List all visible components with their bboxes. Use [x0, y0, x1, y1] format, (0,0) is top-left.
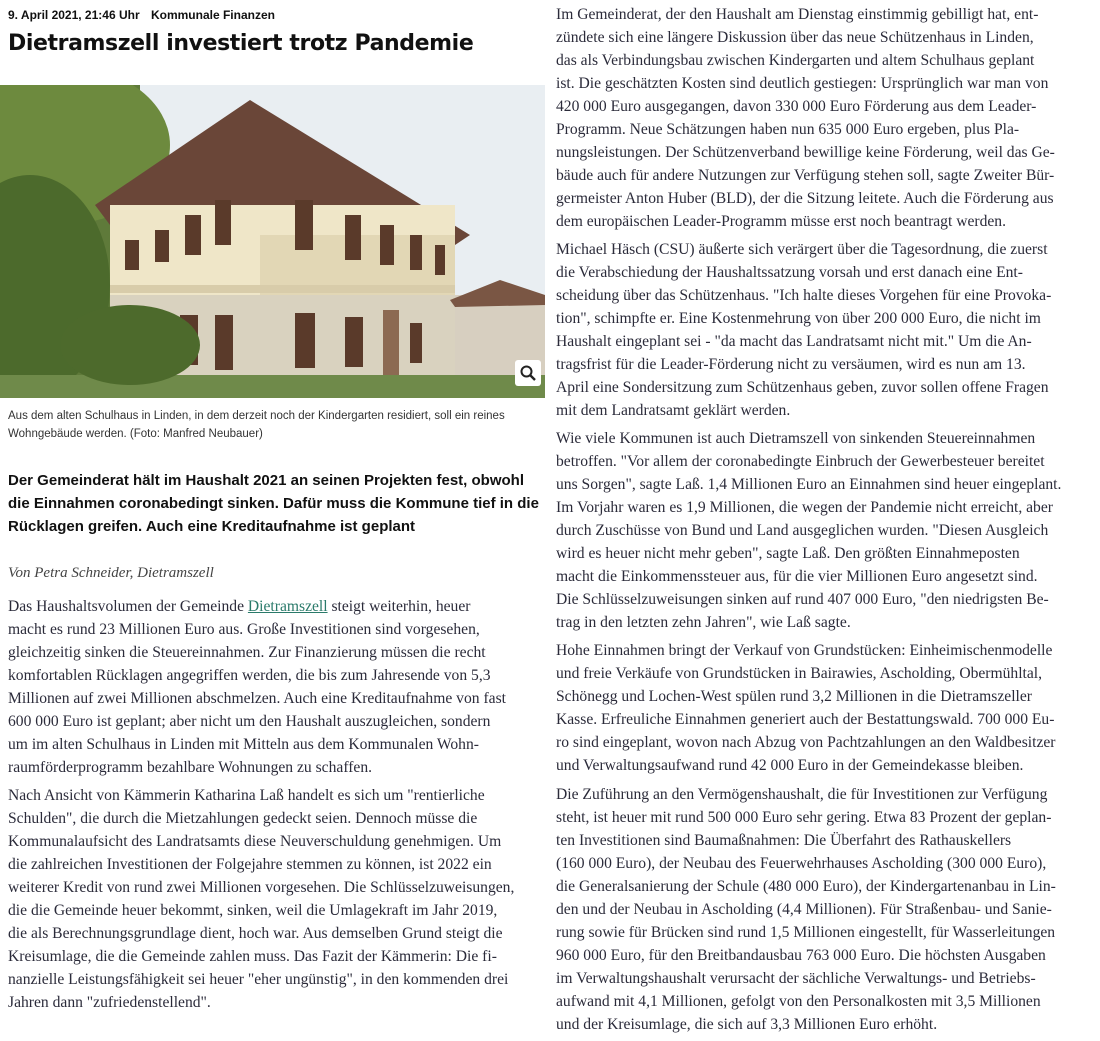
- dietramszell-link[interactable]: Dietramszell: [247, 598, 328, 615]
- right-column: [556, 3, 1096, 1041]
- text: steigt weiterhin, heuer: [327, 598, 471, 615]
- paragraph-line: Kommunalaufsicht des Landratsamts diese Neuverschuldung genehmigen. Um: [8, 833, 502, 850]
- paragraph-line: Die Schlüsselzuweisungen sinken auf rund 407 000 Euro, "den niedrigsten Be-: [556, 591, 1049, 608]
- paragraph-line: germeister Anton Huber (BLD), der die Sitzung leitete. Auch die Förderung aus: [556, 190, 1054, 207]
- paragraph-line: Hohe Einnahmen bringt der Verkauf von Grundstücken: Einheimischenmodelle: [556, 642, 1053, 659]
- paragraph-line: (160 000 Euro), der Neubau des Feuerwehrhauses Ascholding (300 000 Euro),: [556, 855, 1047, 872]
- paragraph-line: 420 000 Euro ausgegangen, davon 330 000 Euro Förderung aus dem Leader-: [556, 98, 1037, 115]
- paragraph-line: ist. Die geschätzten Kosten sind deutlich gestiegen: Ursprünglich war man von: [556, 75, 1049, 92]
- enlarge-image-button[interactable]: [515, 360, 541, 386]
- paragraph-line: raumförderprogramm bezahlbare Wohnungen zu schaffen.: [8, 759, 373, 776]
- paragraph-line: im Verwaltungshaushalt verursacht der sächliche Verwaltungs- und Betriebs-: [556, 970, 1036, 987]
- paragraph-line: bäude auch für andere Nutzungen zur Verfügung stehen soll, sagte Zweiter Bür-: [556, 167, 1055, 184]
- paragraph-line: uns Sorgen", sagte Laß. 1,4 Millionen Euro an Einnahmen sind heuer eingeplant.: [556, 476, 1062, 493]
- paragraph-line: um im alten Schulhaus in Linden mit Mitteln aus dem Kommunalen Wohn-: [8, 736, 479, 753]
- paragraph-line: April eine Sondersitzung zum Schützenhaus geben, zuvor sollen offene Fragen: [556, 379, 1049, 396]
- paragraph-line: Die Zuführung an den Vermögenshaushalt, die für Investitionen zur Verfügung: [556, 786, 1048, 803]
- article-photo[interactable]: [0, 85, 545, 398]
- paragraph: [8, 784, 548, 1014]
- paragraph-line: komfortablen Rücklagen angegriffen werden, die bis zum Jahresende von 5,3: [8, 667, 491, 684]
- paragraph-line: Jahren dann "zufriedenstellend".: [8, 994, 211, 1011]
- paragraph-line: tion", schimpfte er. Eine Kostenmehrung von über 200 000 Euro, die nicht im: [556, 310, 1041, 327]
- paragraph-line: Schönegg und Lochen-West spülen rund 3,2 Millionen in die Dietramszeller: [556, 688, 1032, 705]
- paragraph-line: den und der Neubau in Ascholding (4,4 Millionen). Für Straßenbau- und Sanie-: [556, 901, 1052, 918]
- paragraph-line: ten Investitionen sind Baumaßnahmen: Die Überfahrt des Rathauskellers: [556, 832, 1012, 849]
- paragraph-line: macht es rund 23 Millionen Euro aus. Große Investitionen sind vorgesehen,: [8, 621, 480, 638]
- paragraph-line: die Generalsanierung der Schule (480 000 Euro), der Kindergartenanbau in Lin-: [556, 878, 1056, 895]
- paragraph-line: Haushalt eingeplant sei - "da macht das Landratsamt nicht mit." Um die An-: [556, 333, 1032, 350]
- magnifier-icon: [519, 364, 537, 382]
- paragraph-line: trag in den letzten zehn Jahren", wie Laß sagte.: [556, 614, 851, 631]
- paragraph-line: wird es heuer nicht mehr geben", sagte Laß. Den größten Einnahmeposten: [556, 545, 1020, 562]
- paragraph-line: ro sind eingeplant, wovon nach Abzug von Pachtzahlungen an den Waldbesitzer: [556, 734, 1056, 751]
- paragraph-line: Kasse. Erfreuliche Einnahmen generiert auch der Bestattungswald. 700 000 Eu-: [556, 711, 1055, 728]
- paragraph-line: Programm. Neue Schätzungen haben nun 635 000 Euro ergeben, plus Pla-: [556, 121, 1020, 138]
- paragraph-line: und Verwaltungsaufwand rund 42 000 Euro in der Gemeindekasse bleiben.: [556, 757, 1024, 774]
- schoolhouse-image: [0, 85, 545, 398]
- paragraph-line: Michael Häsch (CSU) äußerte sich verärgert über die Tagesordnung, die zuerst: [556, 241, 1048, 258]
- article-title: Dietramszell investiert trotz Pandemie: [8, 31, 474, 56]
- byline: Von Petra Schneider, Dietramszell: [8, 565, 214, 581]
- paragraph-line: 600 000 Euro ist geplant; aber nicht um den Haushalt auszugleichen, sondern: [8, 713, 491, 730]
- paragraph-line: Kreisumlage, die die Gemeinde zahlen muss. Das Fazit der Kämmerin: Die fi-: [8, 948, 497, 965]
- paragraph-line: die zahlreichen Investitionen der Folgejahre stemmen zu können, ist 2022 ein: [8, 856, 492, 873]
- paragraph: [556, 639, 1096, 777]
- paragraph-line: durch Zuschüsse von Bund und Land ausgeglichen wurden. "Diesen Ausgleich: [556, 522, 1049, 539]
- paragraph-line: dem europäischen Leader-Programm müsse erst noch beantragt werden.: [556, 213, 1007, 230]
- paragraph-line: die Verabschiedung der Haushaltssatzung vorsah und erst danach eine Ent-: [556, 264, 1023, 281]
- paragraph: [556, 783, 1096, 1036]
- paragraph: [556, 238, 1096, 422]
- paragraph-line: die als Berechnungsgrundlage dient, hoch war. Aus demselben Grund steigt die: [8, 925, 503, 942]
- paragraph-line: Schulden", die durch die Mietzahlungen gedeckt seien. Dennoch müsse die: [8, 810, 478, 827]
- paragraph-line: aufwand mit 4,1 Millionen, gefolgt von den Personalkosten mit 3,5 Millionen: [556, 993, 1041, 1010]
- paragraph-line: Millionen auf zwei Millionen abschmelzen. Auch eine Kreditaufnahme von fast: [8, 690, 506, 707]
- paragraph-line: Im Gemeinderat, der den Haushalt am Dienstag einstimmig gebilligt hat, ent-: [556, 6, 1039, 23]
- paragraph-line: die die Gemeinde heuer bekommt, sinken, weil die Umlagekraft im Jahr 2019,: [8, 902, 498, 919]
- paragraph: [556, 427, 1096, 634]
- paragraph-line: mit dem Landratsamt geklärt werden.: [556, 402, 791, 419]
- article-date: 9. April 2021, 21:46 Uhr: [8, 8, 140, 22]
- article-lead: Der Gemeinderat hält im Haushalt 2021 an seinen Projekten fest, obwohl die Einnahmen coronabedingt sinken. Dafür muss die Kommune tief in die Rücklagen greifen. Auch eine Kreditaufnahme ist geplant: [8, 472, 539, 535]
- paragraph-line: gleichzeitig sinken die Steuereinnahmen. Zur Finanzierung müssen die recht: [8, 644, 486, 661]
- paragraph-line: Nach Ansicht von Kämmerin Katharina Laß handelt es sich um "rentierliche: [8, 787, 485, 804]
- paragraph-line: betroffen. "Vor allem der coronabedingte Einbruch der Gewerbesteuer bereitet: [556, 453, 1045, 470]
- paragraph-line: weiterer Kredit von rund zwei Millionen vorgesehen. Die Schlüsselzuweisungen,: [8, 879, 515, 896]
- paragraph-line: das als Verbindungsbau zwischen Kindergarten und altem Schulhaus geplant: [556, 52, 1035, 69]
- paragraph-line: und freie Verkäufe von Grundstücken in Bairawies, Ascholding, Obermühltal,: [556, 665, 1043, 682]
- article-meta: [8, 8, 275, 22]
- paragraph-line: rung sowie für Brücken sind rund 1,5 Millionen eingestellt, für Wasserleitungen: [556, 924, 1056, 941]
- paragraph-line: zündete sich eine längere Diskussion über das neue Schützenhaus in Linden,: [556, 29, 1034, 46]
- article-category[interactable]: Kommunale Finanzen: [150, 8, 275, 22]
- paragraph: [8, 595, 548, 779]
- paragraph-line: nungsleistungen. Der Schützenverband bewillige keine Förderung, weil das Ge-: [556, 144, 1055, 161]
- paragraph-line: und der Kreisumlage, die sich auf 3,3 Millionen Euro erhöht.: [556, 1016, 938, 1033]
- paragraph-line: nanzielle Leistungsfähigkeit sei heuer "eher ungünstig", in den kommenden drei: [8, 971, 509, 988]
- photo-caption: Aus dem alten Schulhaus in Linden, in dem derzeit noch der Kindergarten residiert, soll ein reines Wohngebäude werden. (Foto: Manfred Neubauer): [8, 410, 505, 440]
- text: Das Haushaltsvolumen der Gemeinde: [8, 598, 248, 615]
- paragraph-line: Wie viele Kommunen ist auch Dietramszell von sinkenden Steuereinnahmen: [556, 430, 1036, 447]
- paragraph-line: [8, 595, 548, 618]
- paragraph-line: macht die Einkommenssteuer aus, für die vier Millionen Euro angesetzt sind.: [556, 568, 1038, 585]
- paragraph-line: Im Vorjahr waren es 1,9 Millionen, die wegen der Pandemie nicht erreicht, aber: [556, 499, 1053, 516]
- paragraph-line: scheidung über das Schützenhaus. "Ich halte dieses Vorgehen für eine Provoka-: [556, 287, 1052, 304]
- paragraph-line: steht, ist heuer mit rund 500 000 Euro sehr gering. Etwa 83 Prozent der geplan-: [556, 809, 1052, 826]
- paragraph-line: 960 000 Euro, für den Breitbandausbau 763 000 Euro. Die höchsten Ausgaben: [556, 947, 1046, 964]
- paragraph: [556, 3, 1096, 233]
- paragraph-line: tragsfrist für die Leader-Förderung nicht zu versäumen, wird es nun am 13.: [556, 356, 1026, 373]
- left-column: [8, 595, 548, 1019]
